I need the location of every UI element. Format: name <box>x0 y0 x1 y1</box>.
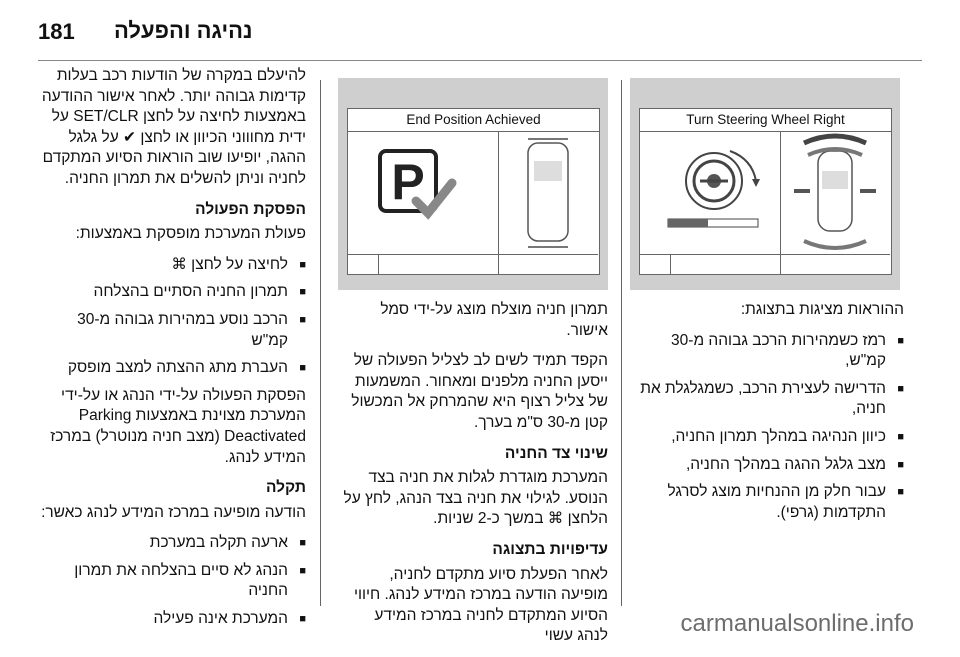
intro-text: ההוראות מציגות בתצוגת: <box>740 301 904 318</box>
heading-display-priority: עדיפויות בתצוגה <box>492 540 608 558</box>
status-cell <box>498 254 598 274</box>
status-cell <box>378 254 499 274</box>
status-cell <box>670 254 781 274</box>
heading-fault: תקלה <box>266 479 306 497</box>
list-item: ■ הדרישה לעצירת הרכב, כשמגלגלת את חניה, <box>632 379 904 420</box>
display-priority-text: לאחר הפעלת סיוע מתקדם לחניה, מופיעה הודעה במרכז המידע לנהג. חיווי הסיוע המתקדם לחניה במרכז המידע לנהג עשוי <box>353 565 608 645</box>
heading-change-side: שינוי צד החניה <box>504 444 608 462</box>
page-number: 181 <box>38 19 75 44</box>
heading-stop: הפסקת הפעולה <box>195 200 306 218</box>
car-parked-graphic <box>498 131 598 254</box>
column-divider-left <box>320 80 321 606</box>
list-item: ■ העברת מתג ההצתה למצב מופסק <box>40 358 306 379</box>
right-column <box>632 300 904 530</box>
list-item: ■ עבור חלק מן ההנחיות מוצג לסרגל התקדמות (גרפי). <box>632 482 904 523</box>
success-text: תמרון חניה מוצלח מוצג על-ידי סמל אישור. <box>380 301 608 339</box>
display-panel <box>347 108 600 275</box>
change-side-text: המערכת מוגדרת לגלות את חניה בצד הנוסע. לגילוי את חניה בצד הנהג, לחץ על הלחצן ⌘ במשך כ-2 שניות. <box>343 469 608 528</box>
figure-end-position <box>338 78 608 290</box>
parking-check-graphic <box>348 131 499 254</box>
list-item: ■ תמרון החניה הסתיים בהצלחה <box>40 282 306 303</box>
steering-graphic <box>640 131 781 254</box>
left-column <box>40 66 306 637</box>
header-rule <box>38 60 922 61</box>
display-panel <box>639 108 892 275</box>
watermark: carmanualsonline.info <box>680 610 914 637</box>
list-item: ■ הנהג לא סיים בהצלחה את תמרון החניה <box>40 561 306 602</box>
status-cell <box>780 254 890 274</box>
figure-title: End Position Achieved <box>348 109 599 132</box>
priority-continued-text: להיעלם במקרה של הודעות רכב בעלות קדימות גבוהה יותר. לאחר אישור ההודעה באמצעות לחיצה על לחצן SET/CLR על ידית מחוווני הכיוון או לחצן ✔ על גלגל ההגה, יופיעו שוב הוראות הסיוע המתקדם לחניה וניתן להשלים את תמרון החניה. <box>41 67 306 187</box>
list-item: ■ ארעה תקלה במערכת <box>40 533 306 554</box>
status-cell <box>348 254 379 274</box>
list-item: ■ מצב גלגל ההגה במהלך החניה, <box>632 455 904 476</box>
fault-intro-text: הודעה מופיעה במרכז המידע לנהג כאשר: <box>41 503 306 521</box>
figure-turn-steering <box>630 78 900 290</box>
list-item: ■ לחיצה על לחצן ⌘ <box>40 255 306 276</box>
list-item: ■ המערכת אינה פעילה <box>40 609 306 630</box>
middle-column <box>340 300 608 657</box>
list-item: ■ רמז כשמהירות הרכב גבוהה מ-30 קמ"ש, <box>632 331 904 372</box>
stop-intro-text: פעולת המערכת מופסקת באמצעות: <box>75 225 306 243</box>
deactivated-text: הפסקת הפעולה על-ידי הנהג או על-ידי המערכת מצוינת באמצעות Parking Deactivated (מצב חניה מנוטרל) במרכז המידע לנהג. <box>50 386 306 466</box>
column-divider-right <box>621 80 622 606</box>
list-item: ■ הרכב נוסע במהירות גבוהה מ-30 קמ"ש <box>40 310 306 351</box>
svg-text:P: P <box>391 154 425 210</box>
page-header <box>0 0 960 60</box>
figure-title: Turn Steering Wheel Right <box>640 109 891 132</box>
sound-text: הקפד תמיד לשים לב לצליל הפעולה של ייסען החניה מלפנים ומאחור. המשמעות של צליל רצוף היא שהמרחק אל המכשול קטן מ-30 ס"מ בערך. <box>351 352 608 431</box>
car-sensor-graphic <box>780 131 890 254</box>
status-cell <box>640 254 671 274</box>
list-item: ■ כיוון הנהיגה במהלך תמרון החניה, <box>632 427 904 448</box>
chapter-title: נהיגה והפעלה <box>114 18 253 43</box>
